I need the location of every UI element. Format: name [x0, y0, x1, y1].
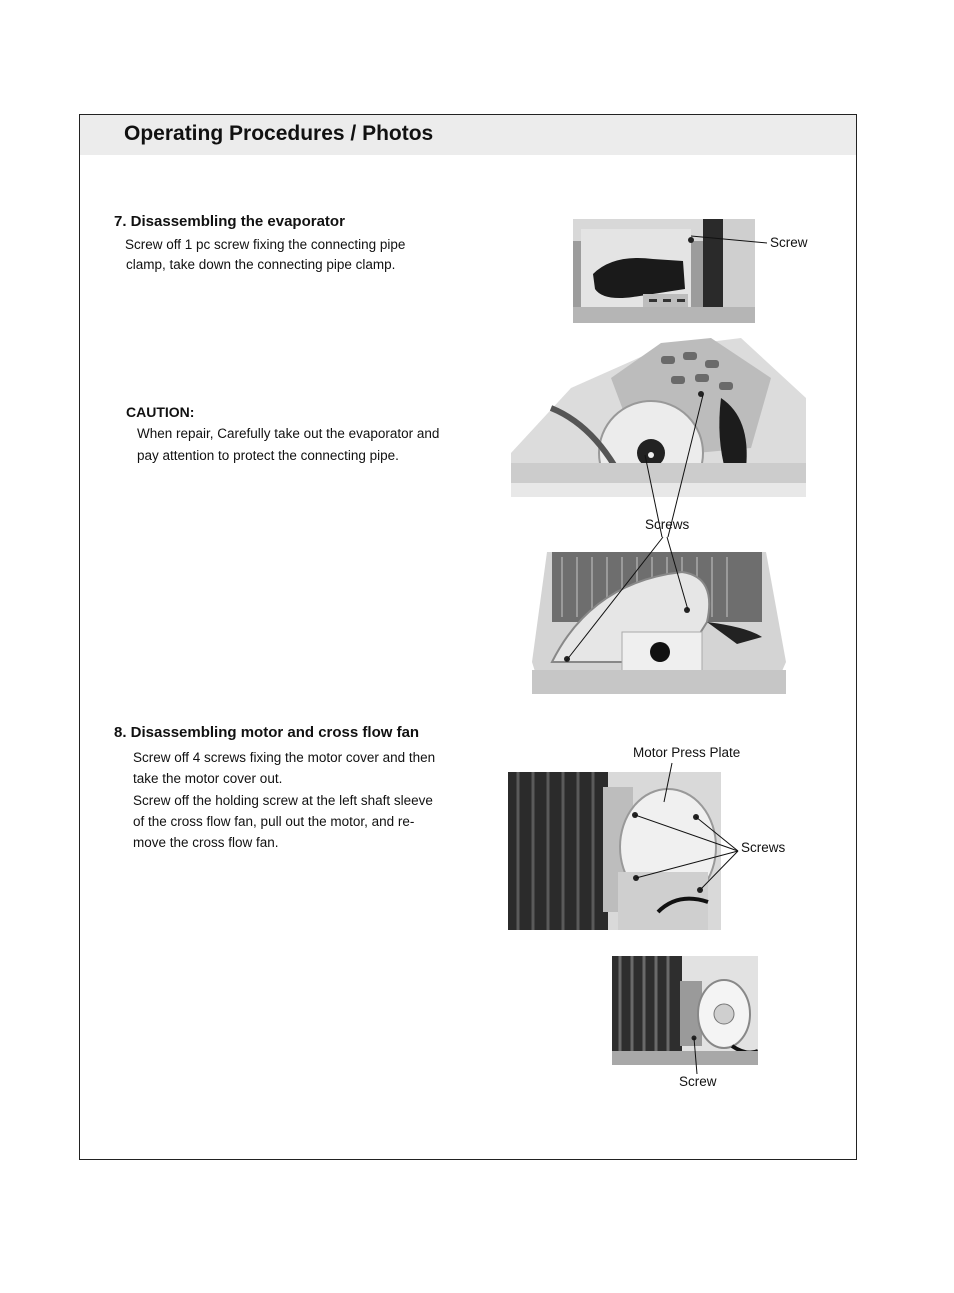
section-7-text-line-1: Screw off 1 pc screw fixing the connecting pipe	[125, 237, 406, 252]
leader-line-motor-screws-b	[636, 851, 738, 878]
section-7-text-line-2: clamp, take down the connecting pipe clamp.	[126, 257, 396, 272]
leader-line-motor-screws-d	[696, 817, 738, 851]
leader-line-screw-1	[691, 236, 767, 243]
label-screw-photo-1: Screw	[770, 235, 808, 250]
leader-line-screws-d	[667, 537, 688, 610]
leader-line-bottom-screw	[694, 1038, 697, 1074]
label-screws-middle: Screws	[645, 517, 690, 532]
section-8-line-3: Screw off the holding screw at the left shaft sleeve	[133, 793, 433, 808]
page-title: Operating Procedures / Photos	[124, 122, 434, 145]
section-8-line-1: Screw off 4 screws fixing the motor cover and then	[133, 750, 436, 765]
section-8-title: 8. Disassembling motor and cross flow fan	[114, 724, 420, 741]
caution-title: CAUTION:	[126, 404, 195, 420]
label-motor-screws: Screws	[741, 840, 786, 855]
caution-line-2: pay attention to protect the connecting pipe.	[137, 448, 399, 463]
leader-line-motor-press-plate	[664, 763, 672, 802]
section-8-line-2: take the motor cover out.	[133, 771, 283, 786]
leader-line-screws-a	[668, 395, 703, 537]
leader-line-motor-screws-c	[700, 851, 738, 890]
section-8-line-4: of the cross flow fan, pull out the motor, and re-	[133, 814, 415, 829]
leader-line-motor-screws-a	[635, 815, 738, 851]
section-7-title: 7. Disassembling the evaporator	[114, 213, 345, 230]
section-8-line-5: move the cross flow fan.	[133, 835, 279, 850]
label-screw-bottom: Screw	[679, 1074, 717, 1089]
caution-line-1: When repair, Carefully take out the evaporator and	[137, 426, 440, 441]
leader-line-screws-c	[566, 537, 663, 661]
label-motor-press-plate: Motor Press Plate	[633, 745, 741, 760]
